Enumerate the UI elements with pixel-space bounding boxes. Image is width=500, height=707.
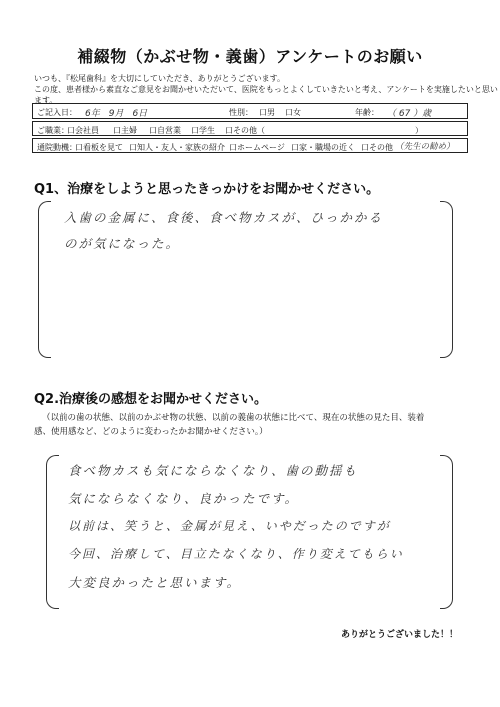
q2-answer-line-4: 今回、治療して、目立たなくなり、作り変えてもらい (68, 547, 404, 561)
q1-answer-line-1: 入歯の金属に、食後、食べ物カスが、ひっかかる (64, 210, 384, 225)
date-label: ご記入日： (37, 108, 77, 117)
occupation-option-other: 口その他（ (225, 126, 265, 135)
q1-bracket-left (38, 201, 51, 358)
q1-question: Q1、治療をしようと思ったきっかけをお聞かせください。 (34, 182, 380, 197)
q2-answer-line-3: 以前は、笑うと、金属が見え、いやだったのですが (68, 519, 391, 533)
survey-title: 補綴物（かぶせ物・義歯）アンケートのお願い (77, 47, 423, 66)
gender-option-male: 口男 (259, 108, 275, 117)
q2-answer-line-1: 食べ物カスも気にならなくなり、歯の動揺も (68, 463, 359, 478)
motive-option-nearby: 口家・職場の近く (291, 143, 355, 152)
occupation-label: ご職業： (37, 126, 69, 135)
gender-option-female: 口女 (285, 108, 301, 117)
q1-answer-line-2: のが気になった。 (64, 236, 181, 251)
q2-bracket-left (46, 455, 59, 609)
q1-bracket-right (440, 201, 453, 358)
info-row-motive (32, 138, 468, 153)
gender-label: 性別： (229, 108, 253, 117)
intro-line-1: いつも、『松尾歯科』を大切にしていただき、ありがとうございます。 (34, 74, 286, 83)
q2-subtext-line-1: （以前の歯の状態、以前のかぶせ物の状態、以前の義歯の状態に比べて、現在の状態の見た目、装着 (42, 413, 425, 423)
q2-answer-line-2: 気にならなくなり、良かったです。 (68, 491, 300, 506)
occupation-option-housewife: 口主婦 (113, 126, 137, 135)
motive-option-homepage: 口ホームページ (229, 143, 285, 152)
occupation-option-student: 口学生 (191, 126, 215, 135)
info-row-occupation (32, 121, 468, 136)
info-row-basic (32, 103, 468, 119)
q2-bracket-right (440, 455, 453, 609)
occupation-option-employee: 口会社員 (67, 126, 99, 135)
motive-option-sign: 口看板を見て (75, 143, 123, 152)
motive-option-other: 口その他 (361, 143, 393, 152)
age-label: 年齢： (355, 108, 379, 117)
age-value: （ 67 ）歳 (387, 109, 432, 119)
occupation-option-selfemployed: 口自営業 (149, 126, 181, 135)
motive-option-referral: 口知人・友人・家族の紹介 (129, 143, 225, 152)
date-value: 6年 9月 6日 (85, 109, 148, 119)
q2-question: Q2.治療後の感想をお聞かせください。 (34, 392, 268, 407)
thanks-message: ありがとうございました！！ (340, 630, 458, 640)
q2-answer-line-5: 大変良かったと思います。 (68, 575, 242, 590)
motive-label: 通院動機： (37, 143, 77, 152)
q2-subtext-line-2: 感、使用感など、どのように変わったかお聞かせください。） (34, 427, 268, 437)
occupation-other-close: ） (415, 126, 423, 135)
motive-other-value: （先生の勧め） (395, 142, 455, 152)
intro-line-2: この度、患者様から素直なご意見をお聞かせいただいて、医院をもっとよくしていきたいと考え、アンケートを実施したいと思います。 (34, 85, 498, 105)
